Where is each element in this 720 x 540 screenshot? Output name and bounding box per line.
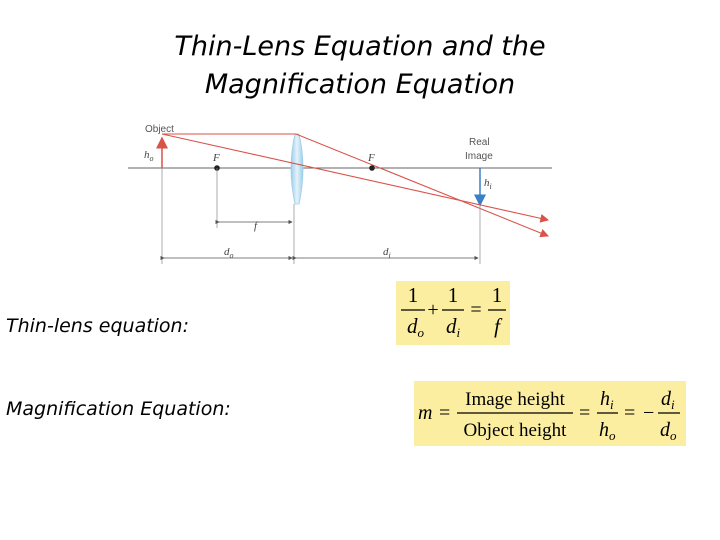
central-ray: [162, 134, 548, 220]
image-label: Image: [465, 151, 493, 162]
numerator-one-c: 1: [491, 283, 503, 307]
thin-lens-ray-diagram: [120, 112, 560, 272]
numerator-one-a: 1: [407, 283, 419, 307]
real-label: Real: [469, 137, 490, 148]
equals-sign-3: =: [624, 402, 636, 424]
magnification-equation-label: Magnification Equation:: [6, 398, 231, 420]
thin-lens-equation: [396, 281, 510, 345]
do-label: $d_o$: [224, 246, 234, 260]
numerator-di: $d_i$: [661, 388, 675, 412]
numerator-hi: $h_i$: [600, 388, 614, 412]
denominator-do: $d_o$: [660, 419, 677, 443]
equals-sign-1: =: [439, 402, 451, 424]
focal-right-label: F: [368, 152, 375, 164]
numerator-one-b: 1: [447, 283, 459, 307]
object-label: Object: [145, 124, 174, 135]
equals-sign: =: [470, 299, 482, 321]
denominator-di: di: [446, 314, 461, 340]
denominator-do: do: [407, 314, 424, 340]
focal-left-label: F: [213, 152, 220, 164]
plus-sign: +: [427, 299, 439, 321]
minus-sign: −: [643, 402, 655, 424]
equals-sign-2: =: [579, 402, 591, 424]
magnification-equation: [414, 381, 686, 446]
page-title: [0, 28, 720, 104]
di-label: $d_i$: [383, 246, 391, 260]
magnification-formula: [414, 381, 686, 446]
denominator-ho: $h_o$: [599, 419, 616, 443]
m-symbol: m: [418, 402, 433, 424]
focal-point-right: [369, 165, 375, 171]
image-height-text: Image height: [465, 389, 565, 410]
title-line-1: Thin-Lens Equation and the: [174, 31, 546, 62]
f-label: f: [254, 220, 258, 232]
ho-label: $h_o$: [144, 149, 154, 163]
lens: [291, 134, 303, 204]
title-line-2: Magnification Equation: [204, 69, 516, 100]
thin-lens-equation-label: Thin-lens equation:: [6, 315, 190, 337]
hi-label: $h_i$: [484, 177, 492, 191]
denominator-f: f: [494, 314, 500, 338]
object-height-text: Object height: [463, 420, 567, 441]
thin-lens-formula: [396, 281, 510, 345]
